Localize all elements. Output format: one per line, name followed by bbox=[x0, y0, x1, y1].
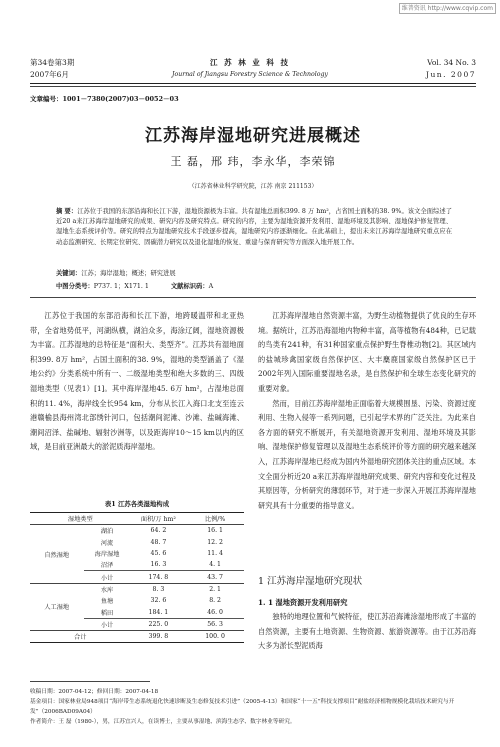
table-cell: 100. 0 bbox=[205, 633, 225, 641]
footnote-received: 收稿日期：2007-04-12；修回日期：2007-04-18 bbox=[30, 689, 159, 695]
date-en: Jun. 2007 bbox=[425, 70, 476, 79]
keywords-label: 关键词： bbox=[56, 270, 82, 277]
authors: 王 磊，邢 玮，李永华，李荣锦 bbox=[170, 155, 336, 168]
header-rule-thin bbox=[30, 86, 476, 87]
table-cell: 湖泊 bbox=[100, 528, 114, 536]
section-heading-1-1: 1. 1 湿地资源开发利用研究 bbox=[258, 598, 348, 607]
header-rule bbox=[30, 83, 476, 84]
table-cell: 海岸湿地 bbox=[94, 551, 120, 559]
footnote-rule bbox=[30, 681, 150, 682]
paragraph-resources: 江苏海岸湿地自然资源丰富，为野生动植物提供了优良的生存环境。据统计，江苏沿海湿地内物种丰富，高等植物有484种，已记载的鸟类有241种，有31种国家重点保护野生脊椎动物[2]。其区域内的盐城珍禽国家级自然保护区、大丰麋鹿国家级自然保护区已于2002年列入国际重要湿地名录，是自然保护和全球生态变化研究的重要对象。 bbox=[258, 311, 476, 393]
paragraph-resource-use: 独特的地理位置和气候特征，使江苏沿海滩涂湿地形成了丰富的自然资源，主要有土地资源、生物资源、旅游资源等。由于江苏沿海大多为淤长型泥质海 bbox=[258, 612, 476, 651]
table-cell: 399. 8 bbox=[148, 633, 169, 641]
section-1-1-body bbox=[258, 610, 476, 654]
keywords-text: 江苏；海岸湿地；概述；研究进展 bbox=[81, 270, 176, 277]
table-cell: 8. 3 bbox=[152, 585, 165, 593]
abstract-text: 江苏位于我国的东部沿海和长江下游，湿地资源极为丰富。共有湿地总面积399. 8 万 hm²，占省国土面积的38. 9%。该文全面综述了近20 a来江苏海岸湿地研究的成果、研究内容及研究特点。研究的内容，主要为湿地资源开发利用、湿地环境及其影响、湿地保护修复管理、湿地生态系统评价等。研究的特点为湿地研究技术手段逐步提高，湿地研究内容逐渐细化。在此基础上，提出未来江苏海岸湿地研究重点应在动态监测研究、长期定位研究、固碳潜力研究以及退化湿地的恢复、重建与保育研究等方面深入地开展工作。 bbox=[56, 208, 452, 246]
table-row bbox=[30, 525, 244, 537]
table-cell: 48. 7 bbox=[150, 538, 167, 546]
article-code: 文章编号：1001－7380(2007)03－0052－03 bbox=[30, 95, 179, 103]
table-header-type: 湿地类型 bbox=[67, 516, 93, 524]
table-cell: 2. 1 bbox=[209, 585, 221, 593]
table-cell: 16. 1 bbox=[207, 527, 223, 535]
clc-value: P737. 1；X171. 1 bbox=[93, 283, 149, 290]
right-column-body bbox=[258, 309, 476, 513]
clc-label: 中图分类号： bbox=[56, 283, 94, 290]
table-cell: 水库 bbox=[100, 586, 114, 594]
paragraph-threats: 然而，目前江苏海岸湿地正面临着大规模围垦、污染、资源过度利用、生物入侵等一系列问题，已引起学术界的广泛关注。为此来自各方面的研究不断展开，有关湿地资源开发利用、湿地环境及其影响、湿地保护修复管理以及湿地生态系统评价等方面的研究越来越深入，江苏海岸湿地已经成为国内外湿地研究团体关注的重点区域。本文全面分析近20 a来江苏海岸湿地研究成果、研究内容和变化过程及其原因等，分析研究的薄弱环节，对于进一步深入开展江苏海岸湿地研究具有十分重要的指导意义。 bbox=[258, 398, 476, 510]
affiliation: （江苏省林业科学研究院，江苏 南京 211153） bbox=[188, 183, 318, 190]
table-header-area: 面积/万 hm² bbox=[140, 516, 176, 524]
footnote-fund: 基金项目：国家林业局948项目“海岸带生态系统退化快速诊断及生态修复技术引进”（2005-4-13）和国家“十一五”科技支撑项目“耐盐经济植物规模化栽培技术研究与开发”（2006BAD09A04） bbox=[30, 699, 455, 715]
section-heading-1: 1 江苏海岸湿地研究现状 bbox=[258, 576, 363, 587]
source-watermark: 维普资讯 http://www.cqvip.com bbox=[399, 3, 496, 14]
journal-title-cn: 江 苏 林 业 科 技 bbox=[209, 58, 291, 67]
table-cell: 45. 6 bbox=[150, 550, 167, 558]
table-header-row bbox=[30, 513, 244, 525]
table-cell: 43. 7 bbox=[186, 571, 244, 583]
table-cell: 8. 2 bbox=[209, 597, 221, 605]
table-cell: 64. 2 bbox=[150, 527, 167, 535]
group-label-natural: 自然湿地 bbox=[44, 551, 70, 559]
table-total-row bbox=[30, 630, 244, 642]
table-cell: 12. 2 bbox=[207, 538, 223, 546]
doc-code-value: A bbox=[208, 283, 214, 290]
abstract bbox=[56, 207, 452, 248]
intro-paragraph: 江苏位于我国的东部沿海和长江下游，地跨暖温带和北亚热带，全省地势低平，河湖纵横，湖泊众多，海涂辽阔，湿地资源极为丰富。江苏湿地的总特征是“面积大、类型齐”。江苏共有湿地面积399. 8万 hm²，占国土面积的38. 9%，湿地的类型涵盖了《湿地公约》分类系统中所有一、二级湿地类型和绝大多数的三、四级湿地类型（见表1）[1]。其中海岸湿地45. 6万 hm²，占湿地总面积的11. 4%，海岸线全长954 km，分布从长江入海口北支至连云港赣榆县海州湾北部绣针河口，包括潮间泥滩、沙滩、盐碱海滩、潮间沼泽、盐碱地、辐射沙洲等，以及距海岸10～15 km以内的区域，是目前亚洲最大的淤泥质海岸湿地。 bbox=[30, 311, 244, 452]
table-cell: 174. 8 bbox=[131, 571, 187, 583]
article-title: 江苏海岸湿地研究进展概述 bbox=[145, 126, 361, 146]
journal-title-en: Journal of Jiangsu Forestry Science & Technology bbox=[172, 71, 328, 78]
table-cell: 合计 bbox=[74, 634, 87, 642]
table-cell: 11. 4 bbox=[207, 550, 223, 558]
table-caption: 表1 江苏各类湿地构成 bbox=[104, 500, 170, 508]
table-cell: 小计 bbox=[84, 618, 131, 630]
group-label-artificial: 人工湿地 bbox=[44, 604, 70, 612]
left-column-body bbox=[30, 309, 244, 455]
table-cell: 16. 3 bbox=[150, 561, 167, 569]
classification bbox=[56, 281, 452, 290]
table-cell: 46. 0 bbox=[207, 608, 223, 616]
table-cell: 184. 1 bbox=[148, 608, 169, 616]
table-cell: 56. 3 bbox=[186, 618, 244, 630]
table-cell: 225. 0 bbox=[131, 618, 187, 630]
table-cell: 沼泽 bbox=[100, 562, 114, 570]
table-cell: 稻田 bbox=[100, 609, 114, 617]
volume-cn: 第34卷第3期 bbox=[30, 58, 75, 67]
table-cell: 4. 1 bbox=[209, 561, 221, 569]
table-cell: 鱼塘 bbox=[100, 598, 114, 606]
keywords bbox=[56, 268, 452, 277]
date-cn: 2007年6月 bbox=[30, 70, 69, 79]
wetland-table bbox=[30, 512, 244, 643]
footnote-author: 作者简介：王 磊（1980-），男，江苏宜兴人，在读博士，主要从事湿地、滨海生态学、数字林业等研究。 bbox=[30, 719, 296, 725]
table-cell: 小计 bbox=[84, 571, 131, 583]
table-header-ratio: 比例/% bbox=[204, 516, 226, 524]
abstract-rule bbox=[30, 297, 476, 298]
volume-en: Vol. 34 No. 3 bbox=[427, 58, 476, 67]
table-row bbox=[30, 583, 244, 595]
table-cell: 32. 6 bbox=[150, 597, 167, 605]
table-cell: 河流 bbox=[100, 539, 114, 547]
doc-code-label: 文献标识码： bbox=[170, 283, 209, 290]
abstract-label: 摘 要： bbox=[56, 208, 78, 215]
